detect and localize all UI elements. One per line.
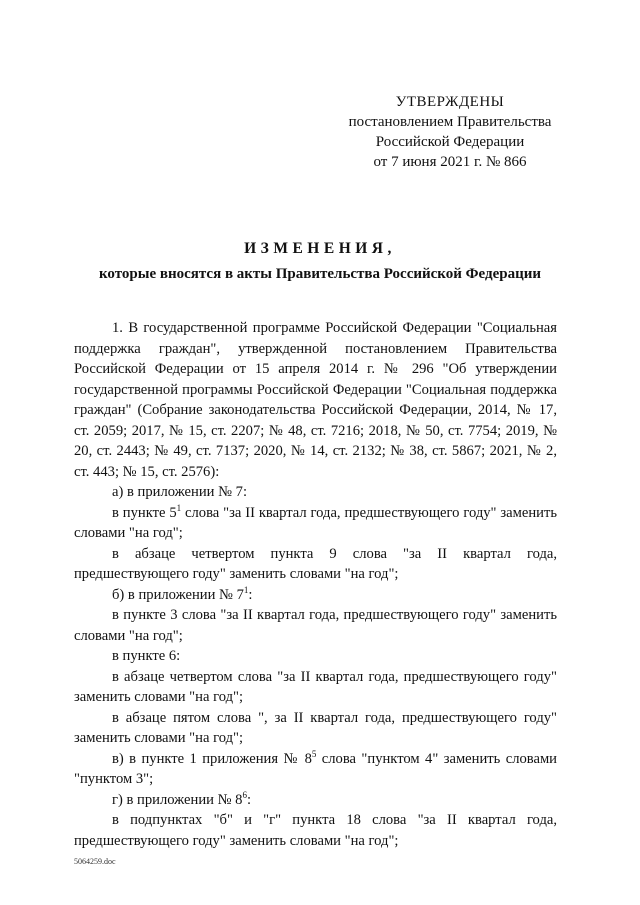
superscript: 6 (242, 789, 247, 800)
document-body (74, 318, 557, 851)
text: : (248, 586, 253, 603)
paragraph (74, 790, 557, 811)
approval-stamp (330, 92, 570, 172)
approval-line: Российской Федерации (375, 134, 525, 150)
text: слова "за II квартал года, предшествующего году" заменить словами "на год"; (74, 504, 558, 541)
paragraph: в подпунктах "б" и "г" пункта 18 слова "за II квартал года, предшествующего году" заменить словами "на год"; (74, 812, 557, 849)
text: слова "пунктом 4" заменить словами "пунктом 3"; (74, 750, 557, 787)
paragraph: в абзаце четвертом пункта 9 слова "за II квартал года, предшествующего году" заменить словами "на год"; (74, 545, 557, 582)
document-subtitle: которые вносятся в акты Правительства Российской Федерации (98, 266, 542, 282)
paragraph: в абзаце четвертом слова "за II квартал года, предшествующего году" заменить словами "на год"; (74, 668, 557, 705)
paragraph (74, 503, 557, 544)
text: в пункте 5 (112, 504, 177, 521)
paragraph: 1. В государственной программе Российской Федерации "Социальная поддержка граждан", утвержденной постановлением Правительства Российской Федерации от 15 апреля 2014 г. № 296 "Об утверждении государственной программы Российской Федерации "Социальная поддержка граждан" (Собрание законодательства Российской Федерации, 2014, № 17, ст. 2059; 2017, № 15, ст. 2207; № 48, ст. 7216; 2018, № 50, ст. 7754; 2019, № 20, ст. 2443; № 49, ст. 7137; 2020, № 14, ст. 2132; № 38, ст. 5867; 2021, № 2, ст. 443; № 15, ст. 2576): (74, 320, 557, 480)
paragraph (74, 585, 557, 606)
file-name-footer: 5064259.doc (74, 857, 116, 866)
text: : (246, 791, 252, 808)
paragraph: а) в приложении № 7: (112, 484, 248, 500)
text: г) в приложении № 8 (112, 791, 243, 808)
superscript: 1 (243, 584, 249, 595)
paragraph: в пункте 3 слова "за II квартал года, предшествующего году" заменить словами "на год"; (74, 607, 557, 644)
paragraph: в пункте 6: (112, 648, 181, 664)
approval-line: постановлением Правительства (348, 114, 552, 130)
approval-title: УТВЕРЖДЕНЫ (395, 94, 505, 110)
approval-date-number: от 7 июня 2021 г. № 866 (373, 154, 527, 170)
paragraph (74, 749, 557, 790)
superscript: 5 (311, 748, 317, 759)
text: в) в пункте 1 приложения № 8 (112, 750, 312, 767)
document-title: ИЗМЕНЕНИЯ, (244, 240, 396, 257)
paragraph: в абзаце пятом слова ", за II квартал года, предшествующего году" заменить словами "на год"; (74, 709, 557, 746)
text: б) в приложении № 7 (112, 586, 244, 603)
superscript: 1 (176, 502, 182, 513)
